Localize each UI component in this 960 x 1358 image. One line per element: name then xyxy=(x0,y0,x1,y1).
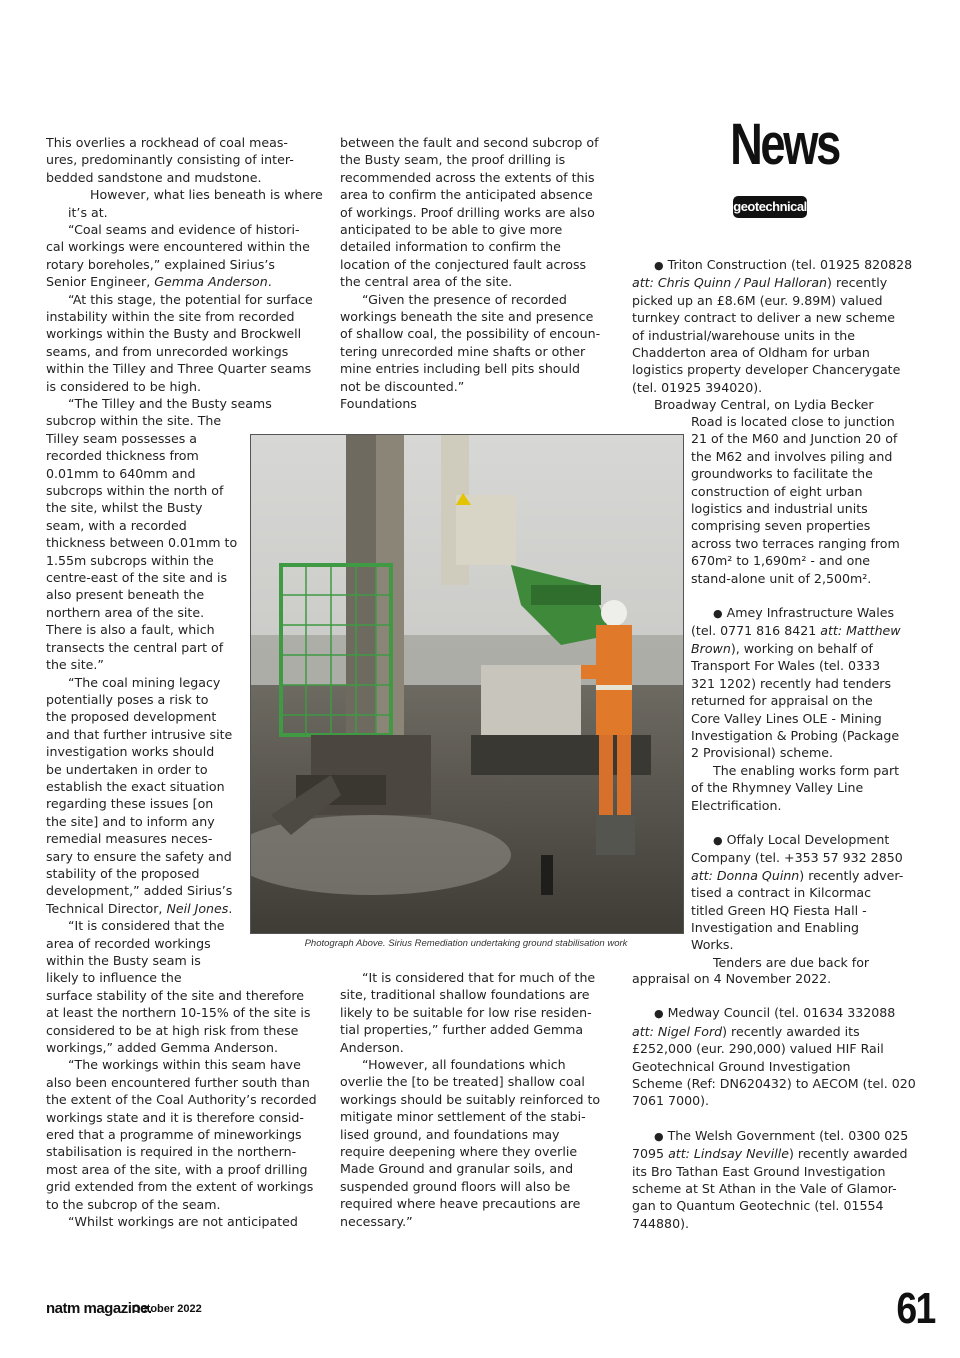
section-title: News xyxy=(730,112,839,177)
text-line: of shallow coal, the possibility of encoun- xyxy=(340,326,601,342)
text-line: to the subcrop of the seam. xyxy=(46,1196,221,1212)
text-line: area of recorded workings xyxy=(46,935,211,951)
bullet-icon: ● xyxy=(713,607,723,621)
text-line: “Given the presence of recorded xyxy=(362,291,567,307)
text-line: 744880). xyxy=(632,1215,689,1231)
text-line: stand-alone unit of 2,500m². xyxy=(691,570,872,586)
page-number: 61 xyxy=(896,1284,935,1333)
news-column-narrow xyxy=(691,413,921,971)
text-line: cal workings were encountered within the xyxy=(46,239,310,255)
text-line: 0.01mm to 640mm and xyxy=(46,465,196,481)
text-line: comprising seven properties xyxy=(691,518,871,534)
text-line: stability of the proposed xyxy=(46,865,200,881)
text-line: sary to ensure the safety and xyxy=(46,848,232,864)
paragraph xyxy=(340,969,622,1056)
text-line: recorded thickness from xyxy=(46,448,199,464)
text-line: establish the exact situation xyxy=(46,778,225,794)
paragraph xyxy=(46,291,328,395)
text-line: also been encountered further south than xyxy=(46,1074,310,1090)
bullet-icon: ● xyxy=(654,1007,664,1021)
text-line: Tilley seam possesses a xyxy=(46,430,198,446)
text-line: Scheme (Ref: DN620432) to AECOM (tel. 020 xyxy=(632,1076,916,1092)
paragraph xyxy=(691,762,921,814)
text-line: construction of eight urban xyxy=(691,483,863,499)
text-line: grid extended from the extent of workings xyxy=(46,1179,314,1195)
text-line: suspended ground floors will also be xyxy=(340,1178,571,1194)
column-2-upper xyxy=(340,134,622,413)
text-line: surface stability of the site and therefore xyxy=(46,987,305,1003)
text-line: likely to be suitable for low rise residen- xyxy=(340,1004,592,1020)
text-line: location of the conjectured fault across xyxy=(340,256,587,272)
text-line: the M62 and involves piling and xyxy=(691,448,893,464)
text-line: 321 1202) recently had tenders xyxy=(691,675,892,691)
text-line: “The workings within this seam have xyxy=(68,1057,301,1073)
drilling-rig-illustration xyxy=(251,435,683,933)
news-item-medway: ● Medway Council (tel. 01634 332088 att: Nigel Ford) recently awarded its £252,000 (eur. 290,000) valued HIF Rail Geotechnical Ground Investigation Scheme (Ref: DN620432) to AECOM (tel. 020 7061 7000). xyxy=(632,1004,922,1109)
text-line: thickness between 0.01mm to xyxy=(46,535,238,551)
text-line: most area of the site, with a proof drilling xyxy=(46,1161,308,1177)
text-line: picked up an £8.6M (eur. 9.89M) valued xyxy=(632,292,883,308)
text-line: £252,000 (eur. 290,000) valued HIF Rail xyxy=(632,1041,884,1057)
text-line: returned for appraisal on the xyxy=(691,693,873,709)
paragraph xyxy=(46,395,272,674)
text-line: Geotechnical Ground Investigation xyxy=(632,1058,851,1074)
text-line: logistics and industrial units xyxy=(691,501,868,517)
text-line: Transport For Wales (tel. 0333 xyxy=(691,658,881,674)
text-line: required where heave precautions are xyxy=(340,1196,581,1212)
footer-magazine-name: natm magazine. xyxy=(46,1300,152,1317)
subheading-foundations: Foundations xyxy=(340,396,417,412)
text-line: lised ground, and foundations may xyxy=(340,1126,560,1142)
text-line: Works. xyxy=(691,937,734,953)
text-line: workings within the Busty and Brockwell xyxy=(46,326,302,342)
text-line: “The coal mining legacy xyxy=(68,674,221,690)
text-line: not be discounted.” xyxy=(340,378,465,394)
paragraph xyxy=(691,413,921,587)
text-line: 1.55m subcrops within the xyxy=(46,552,214,568)
footer-date: October 2022 xyxy=(132,1303,202,1315)
text-line: There is also a fault, which xyxy=(46,622,215,638)
text-line: remedial measures neces- xyxy=(46,831,213,847)
text-line: considered to be at high risk from these xyxy=(46,1022,299,1038)
text-line: be undertaken in order to xyxy=(46,761,208,777)
text-line: subcrops within the north of xyxy=(46,483,224,499)
text-line: the site, whilst the Busty xyxy=(46,500,203,516)
text-line: 21 of the M60 and Junction 20 of xyxy=(691,431,898,447)
text-line: tering unrecorded mine shafts or other xyxy=(340,343,586,359)
text-line: it’s at. xyxy=(68,204,108,220)
text-line: “It is considered that for much of the xyxy=(362,970,596,985)
text-line: of industrial/warehouse units in the xyxy=(632,327,855,343)
text-line: Electrification. xyxy=(691,797,782,813)
text-line: likely to influence the xyxy=(46,970,182,986)
text-line: the Busty seam, the proof drilling is xyxy=(340,152,566,168)
text-line: Investigation and Enabling xyxy=(691,919,860,935)
text-line: “Coal seams and evidence of histori- xyxy=(68,222,300,238)
text-line: ered that a programme of mineworkings xyxy=(46,1127,302,1143)
paragraph xyxy=(46,917,311,1056)
text-line: the extent of the Coal Authority’s recorded xyxy=(46,1092,317,1108)
text-line: the central area of the site. xyxy=(340,274,513,290)
text-line: mine entries including bell pits should xyxy=(340,361,580,377)
text-line: between the fault and second subcrop of xyxy=(340,135,599,150)
paragraph xyxy=(340,291,622,395)
text-line: workings beneath the site and presence xyxy=(340,309,594,325)
text-line: ures, predominantly consisting of inter- xyxy=(46,152,294,168)
text-line: require deepening where they overlie xyxy=(340,1144,578,1160)
text-line: tial properties,” further added Gemma xyxy=(340,1022,584,1038)
site-photograph xyxy=(250,434,684,934)
text-line: the site.” xyxy=(46,657,104,673)
paragraph xyxy=(46,1213,298,1230)
text-line: “Whilst workings are not anticipated xyxy=(68,1214,298,1230)
text-line: regarding these issues [on xyxy=(46,796,214,812)
text-line: 670m² to 1,690m² - and one xyxy=(691,553,871,569)
text-line: Investigation & Probing (Package xyxy=(691,727,900,743)
text-line: necessary.” xyxy=(340,1213,413,1229)
paragraph xyxy=(46,1056,317,1213)
text-line: development,” added Sirius’s xyxy=(46,883,233,899)
text-line: 2 Provisional) scheme. xyxy=(691,745,834,761)
text-line: Anderson. xyxy=(340,1039,404,1055)
paragraph: appraisal on 4 November 2022. xyxy=(632,971,832,986)
column-1-upper xyxy=(46,134,328,395)
text-line: Core Valley Lines OLE - Mining xyxy=(691,710,882,726)
column-1-narrow xyxy=(46,395,317,1231)
text-line: gan to Quantum Geotechnic (tel. 01554 xyxy=(632,1198,884,1214)
text-line: (tel. 01925 394020). xyxy=(632,379,763,395)
text-line: bedded sandstone and mudstone. xyxy=(46,169,262,185)
text-line: transects the central part of xyxy=(46,639,224,655)
news-item-triton: ● Triton Construction (tel. 01925 820828 att: Chris Quinn / Paul Halloran) recently picked up an £8.6M (eur. 9.89M) valued turnkey contract to deliver a new scheme of industrial/warehouse units in the Chadderton area of Oldham for urban logistics property developer Chancerygate (tel. 01925 394020). Broadway Central, on Lydia Becker xyxy=(632,257,913,413)
news-item-welsh-government: ● The Welsh Government (tel. 0300 025 7095 att: Lindsay Neville) recently awarded its Bro Tathan East Ground Investigation scheme at St Athan in the Vale of Glamor- gan to Quantum Geotechnic (tel. 01554 744880). xyxy=(632,1127,922,1232)
text-line: also present beneath the xyxy=(46,587,205,603)
text-line: of the Rhymney Valley Line xyxy=(691,780,864,796)
paragraph xyxy=(46,134,328,186)
text-line: logistics property developer Chancerygate xyxy=(632,362,901,378)
text-line: anticipated to be able to give more xyxy=(340,222,563,238)
text-line: However, what lies beneath is where xyxy=(90,187,323,203)
text-line: is considered to be high. xyxy=(46,378,201,394)
text-line: workings should be suitably reinforced to xyxy=(340,1091,601,1107)
text-line: “At this stage, the potential for surface xyxy=(68,291,313,307)
text-line: groundworks to facilitate the xyxy=(691,466,873,482)
text-line: 7061 7000). xyxy=(632,1093,710,1109)
text-line: overlie the [to be treated] shallow coal xyxy=(340,1074,585,1090)
paragraph xyxy=(340,1056,622,1230)
text-line: This overlies a rockhead of coal meas- xyxy=(46,135,288,150)
text-line: titled Green HQ Fiesta Hall - xyxy=(691,902,867,918)
paragraph: “The coal mining legacy potentially poses a risk to the proposed development and that further intrusive site investigation works should be undertaken in order to establish the exact situation regarding these issues [on the site] and to inform any remedial measures neces- sary to ensure the safety and stability of the proposed development,” added Sirius’s Technical Director, Neil Jones. xyxy=(46,674,246,918)
photo-caption: Photograph Above. Sirius Remediation undertaking ground stabilisation work xyxy=(304,938,628,949)
text-line: within the Busty seam is xyxy=(46,953,201,968)
text-line: Chadderton area of Oldham for urban xyxy=(632,345,870,361)
text-line: area to confirm the anticipated absence xyxy=(340,187,593,203)
text-line: instability within the site from recorded xyxy=(46,309,295,325)
text-line: its Bro Tathan East Ground Investigation xyxy=(632,1163,886,1179)
text-line: site, traditional shallow foundations are xyxy=(340,987,590,1003)
bullet-icon: ● xyxy=(654,259,664,272)
text-line: seam, with a recorded xyxy=(46,517,187,533)
paragraph: “Coal seams and evidence of histori- cal workings were encountered within the rotary boreholes,” explained Sirius’s Senior Engineer, Gemma Anderson. xyxy=(46,221,328,291)
text-line: tised a contract in Kilcormac xyxy=(691,885,872,901)
text-line: and that further intrusive site xyxy=(46,726,233,742)
text-line: “It is considered that the xyxy=(68,918,225,934)
text-line: Made Ground and granular soils, and xyxy=(340,1161,574,1177)
text-line: the proposed development xyxy=(46,709,217,725)
text-line: within the Tilley and Three Quarter seams xyxy=(46,361,312,377)
text-line: recommended across the extents of this xyxy=(340,169,595,185)
text-line: stabilisation is required in the northern- xyxy=(46,1144,297,1160)
news-column-top xyxy=(632,256,914,414)
text-line: the site] and to inform any xyxy=(46,813,215,829)
text-line: “However, all foundations which xyxy=(362,1057,566,1073)
news-column-bottom xyxy=(632,970,922,1232)
section-tag: geotechnical xyxy=(733,196,807,218)
text-line: potentially poses a risk to xyxy=(46,691,209,707)
text-line: scheme at St Athan in the Vale of Glamor- xyxy=(632,1181,897,1197)
text-line: Road is located close to junction xyxy=(691,414,895,429)
text-line: at least the northern 10-15% of the site is xyxy=(46,1005,311,1021)
bullet-icon: ● xyxy=(713,833,723,847)
text-line: centre-east of the site and is xyxy=(46,570,228,586)
text-line: across two terraces ranging from xyxy=(691,535,900,551)
text-line: rotary boreholes,” explained Sirius’s xyxy=(46,256,275,272)
paragraph xyxy=(46,186,328,221)
text-line: “The Tilley and the Busty seams xyxy=(68,396,272,411)
text-line: northern area of the site. xyxy=(46,604,205,620)
bullet-icon: ● xyxy=(654,1129,664,1143)
text-line: of workings. Proof drilling works are also xyxy=(340,204,595,220)
paragraph xyxy=(340,134,622,291)
text-line: workings state and it is therefore consid- xyxy=(46,1109,304,1125)
text-line: detailed information to confirm the xyxy=(340,239,561,255)
text-line: investigation works should xyxy=(46,744,215,760)
text-line: workings,” added Gemma Anderson. xyxy=(46,1040,279,1056)
text-line: turnkey contract to deliver a new scheme xyxy=(632,310,895,326)
text-line: seams, and from unrecorded workings xyxy=(46,343,289,359)
news-item-offaly: ● Offaly Local Development Company (tel. +353 57 932 2850 att: Donna Quinn) recently adver- tised a contract in Kilcormac titled Green HQ Fiesta Hall - Investigation and Enabling Works. Tenders are due back for xyxy=(691,831,921,971)
news-item-amey: ● Amey Infrastructure Wales (tel. 0771 816 8421 att: Matthew Brown), working on behalf of Transport For Wales (tel. 0333 321 1202) recently had tenders returned for appraisal on the Core Valley Lines OLE - Mining Investigation & Probing (Package 2 Provisional) scheme. xyxy=(691,604,921,762)
text-line: The enabling works form part xyxy=(713,762,900,778)
text-line: subcrop within the site. The xyxy=(46,413,222,429)
column-2-lower xyxy=(340,969,622,1230)
text-line: mitigate minor settlement of the stabi- xyxy=(340,1109,586,1125)
